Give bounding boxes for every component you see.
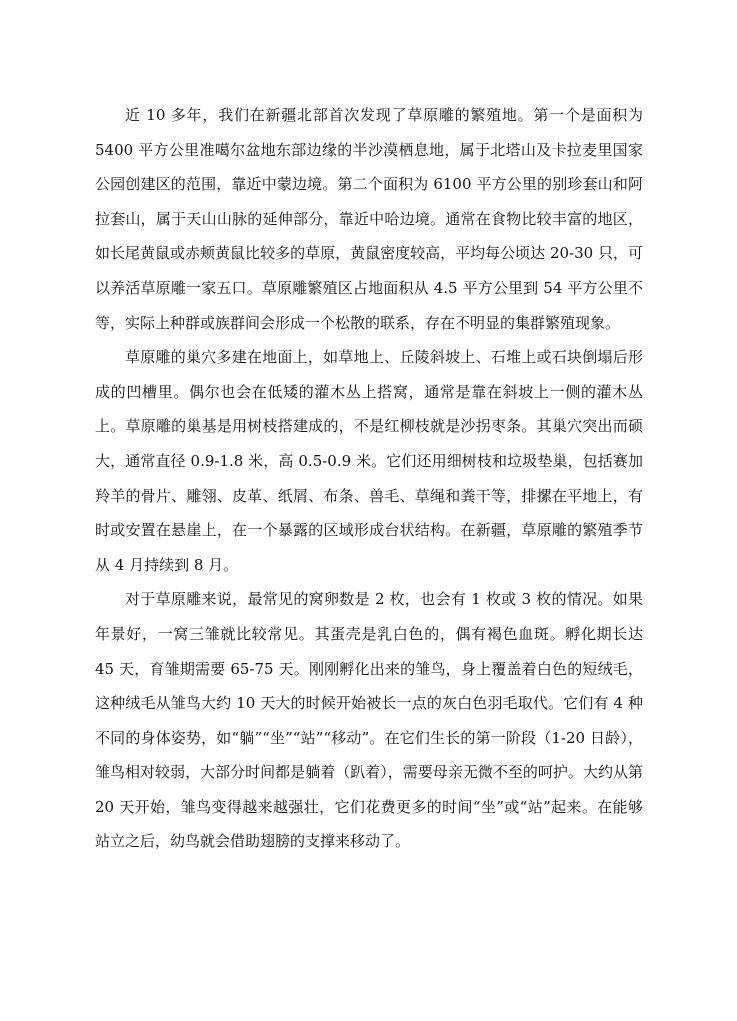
paragraph-nest-structure: 草原雕的巢穴多建在地面上，如草地上、丘陵斜坡上、石堆上或石块倒塌后形成的凹槽里。偶尔也会在低矮的灌木丛上搭窝，通常是靠在斜坡上一侧的灌木丛上。草原雕的巢基是用树枝搭建成的，不是红柳枝就是沙拐枣条。其巢穴突出而硕大，通常直径 0.9-1.8 米，高 0.5-0.9 米。它们还用细树枝和垃圾垫巢，包括赛加羚羊的骨片、雕翎、皮革、纸屑、布条、兽毛、草绳和粪干等，排摞在平地上，有时或安置在悬崖上，在一个暴露的区域形成台状结构。在新疆，草原雕的繁殖季节从 4 月持续到 8 月。 — [95, 348, 643, 574]
paragraph-eggs-and-chicks: 对于草原雕来说，最常见的窝卵数是 2 枚，也会有 1 枚或 3 枚的情况。如果年景好，一窝三雏就比较常见。其蛋壳是乳白色的，偶有褐色血斑。孵化期长达 45 天，育雏期需要 65-75 天。刚刚孵化出来的雏鸟，身上覆盖着白色的短绒毛，这种绒毛从雏鸟大约 10 天大的时候开始被长一点的灰白色羽毛取代。它们有 4 种不同的身体姿势，如“躺”“坐”“站”“移动”。在它们生长的第一阶段（1-20 日龄），雏鸟相对较弱，大部分时间都是躺着（趴着），需要母亲无微不至的呵护。大约从第 20 天开始，雏鸟变得越来越强壮，它们花费更多的时间“坐”或“站”起来。在能够站立之后，幼鸟就会借助翅膀的支撑来移动了。 — [95, 590, 643, 851]
article-body — [95, 98, 643, 859]
paragraph-breeding-sites: 近 10 多年，我们在新疆北部首次发现了草原雕的繁殖地。第一个是面积为 5400 平方公里准噶尔盆地东部边缘的半沙漠栖息地，属于北塔山及卡拉麦里国家公园创建区的范围，靠近中蒙边境。第二个面积为 6100 平方公里的别珍套山和阿拉套山，属于天山山脉的延伸部分，靠近中哈边境。通常在食物比较丰富的地区，如长尾黄鼠或赤颊黄鼠比较多的草原，黄鼠密度较高，平均每公顷达 20-30 只，可以养活草原雕一家五口。草原雕繁殖区占地面积从 4.5 平方公里到 54 平方公里不等，实际上种群或族群间会形成一个松散的联系，存在不明显的集群繁殖现象。 — [95, 106, 643, 332]
